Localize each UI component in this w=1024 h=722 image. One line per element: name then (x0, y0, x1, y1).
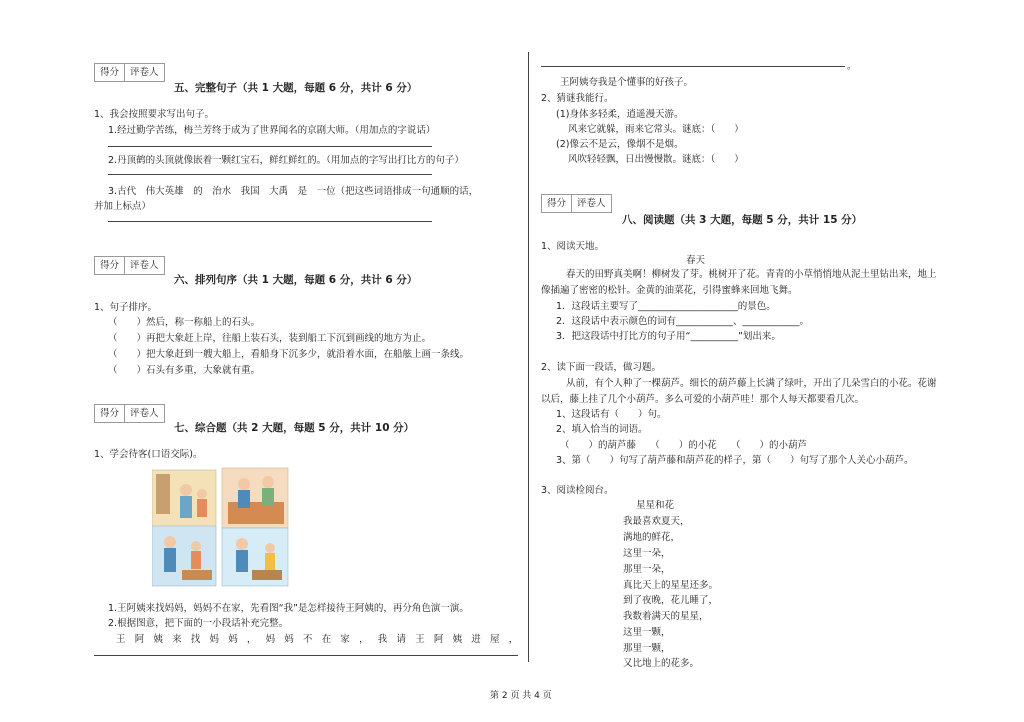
list-item: （ ）再把大象赶上岸，往船上装石头，装到船工下沉到画线的地方为止。 (108, 333, 432, 344)
question-text: 1、句子排序。 (94, 302, 158, 313)
question-text: 2.根据图意，把下面的一小段话补充完整。 (108, 618, 289, 629)
section-8-title: 八、阅读题（共 3 大题，每题 5 分，共计 15 分） (622, 214, 863, 226)
question-text: 2、填入恰当的词语。 (556, 424, 648, 435)
column-divider (528, 52, 529, 662)
question-text: 1、学会待客(口语交际)。 (94, 449, 203, 460)
poem-line: 我数着满天的星星， (623, 611, 709, 622)
question-text: 3．把这段话中打比方的句子用“__________”划出来。 (556, 331, 781, 342)
score-label: 得分 (547, 198, 567, 209)
riddle-text: 风来它就躲，雨来它常头。谜底：（ ） (568, 124, 744, 135)
question-text: 3、阅读检阅台。 (541, 485, 614, 496)
question-text: 1、这段话有（ ）句。 (556, 409, 667, 420)
answer-line (108, 221, 432, 222)
question-text: 并加上标点） (94, 201, 152, 212)
question-text: 2.丹顶鹤的头顶就像嵌着一颗红宝石，鲜红鲜红的。（用加点的字写出打比方的句子） (108, 155, 464, 166)
list-item: （ ）石头有多重，大象就有重。 (108, 365, 261, 376)
poem-line: 满地的鲜花， (623, 532, 681, 543)
poem-line: 我最喜欢夏天， (623, 516, 690, 527)
passage-title: 春天 (686, 255, 706, 266)
passage-text: 从前，有个人种了一棵葫芦。细长的葫芦藤上长满了绿叶，开出了几朵雪白的小花。花谢 (566, 378, 937, 389)
question-text: 王阿姨来找妈妈，妈妈不在家，我请王阿姨进屋， (116, 634, 528, 645)
poem-line: 真比天上的星星还多。 (623, 580, 719, 591)
score-label: 得分 (100, 260, 120, 271)
question-text: 3、第（ ）句写了葫芦藤和葫芦花的样子，第（ ）句写了那个人关心小葫芦。 (556, 455, 914, 466)
reviewer-label: 评卷人 (124, 405, 164, 422)
page-footer: 第 2 页 共 4 页 (490, 691, 552, 701)
reviewer-label: 评卷人 (571, 195, 611, 212)
passage-text: 以后，藤上挂了几个小葫芦。多么可爱的小葫芦哇！那个人每天都要看几次。 (541, 394, 865, 405)
answer-line (108, 146, 432, 147)
poem-line: 那里一颗， (623, 643, 671, 654)
poem-title: 星星和花 (636, 500, 675, 511)
riddle-text: 风吹轻轻飘，日出慢慢散。谜底：（ ） (568, 154, 744, 165)
period-mark: 。 (847, 61, 857, 72)
score-label: 得分 (100, 67, 120, 78)
poem-line: 这里一朵， (623, 548, 671, 559)
question-text: 2．这段话中表示颜色的词有____________、____________。 (556, 316, 810, 327)
list-item: （ ）把大象赶到一艘大船上，看船身下沉多少，就沿着水面，在船舷上画一条线。 (108, 349, 470, 360)
poem-line: 到了夜晚，花儿睡了， (623, 595, 719, 606)
question-text: 1.王阿姨来找妈妈，妈妈不在家，先看图“我”是怎样接待王阿姨的，再分角色演一演。 (108, 603, 469, 614)
answer-line (108, 174, 432, 175)
question-text: 1、阅读天地。 (541, 241, 605, 252)
question-text: 1、我会按照要求写出句子。 (94, 109, 215, 120)
section-6-title: 六、排列句序（共 1 大题，每题 6 分，共计 6 分） (174, 274, 418, 286)
question-text: 王阿姨夸我是个懂事的好孩子。 (560, 77, 694, 88)
answer-line (541, 66, 845, 67)
question-text: 2、猜谜我能行。 (541, 93, 614, 104)
score-box-sec8 (541, 194, 612, 213)
question-text: 1．这段话主要写了_____________________的景色。 (556, 301, 776, 312)
passage-text: 像插遍了密密的松针。金黄的油菜花，引得蜜蜂来回地飞舞。 (541, 285, 798, 296)
score-label: 得分 (100, 408, 120, 419)
riddle-text: (2)像云不是云，像烟不是烟。 (556, 139, 684, 150)
passage-text: 春天的田野真美啊！柳树发了芽。桃树开了花。青青的小草悄悄地从泥土里钻出来，地上 (566, 269, 937, 280)
score-box-sec7 (94, 404, 165, 423)
section-7-title: 七、综合题（共 2 大题，每题 5 分，共计 10 分） (174, 422, 415, 434)
list-item: （ ）然后，称一称船上的石头。 (108, 317, 261, 328)
score-box-sec6 (94, 256, 165, 275)
comic-illustration (152, 462, 292, 588)
poem-line: 那里一朵， (623, 564, 671, 575)
question-text: （ ）的葫芦藤 （ ）的小花 （ ）的小葫芦 (560, 440, 808, 451)
question-text: 2、读下面一段话，做习题。 (541, 362, 662, 373)
reviewer-label: 评卷人 (124, 257, 164, 274)
poem-line: 又比地上的花多。 (623, 658, 700, 669)
question-text: 3.古代 伟大英雄 的 治水 我国 大禹 是 一位（把这些词语排成一句通顺的话， (108, 186, 479, 197)
poem-line: 这里一颗， (623, 627, 671, 638)
section-5-title: 五、完整句子（共 1 大题，每题 6 分，共计 6 分） (174, 82, 418, 94)
riddle-text: (1)身体多轻柔，逍遥漫天游。 (556, 109, 684, 120)
question-text: 1.经过勤学苦练，梅兰芳终于成为了世界闻名的京剧大师。（用加点的字说话） (108, 125, 436, 136)
score-box-sec5 (94, 63, 165, 82)
reviewer-label: 评卷人 (124, 64, 164, 81)
answer-line (94, 655, 518, 656)
